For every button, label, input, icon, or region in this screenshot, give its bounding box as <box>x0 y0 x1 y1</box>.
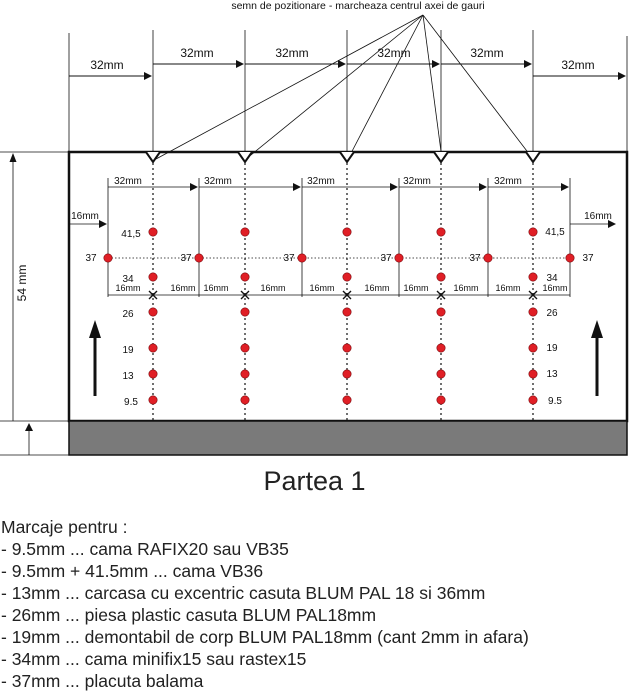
row-label: 19 <box>122 345 134 356</box>
hole <box>241 396 249 404</box>
hole <box>241 228 249 236</box>
hole <box>529 308 537 316</box>
callout-leaders <box>156 15 533 159</box>
positioning-mark <box>238 152 252 162</box>
hole <box>104 254 112 262</box>
half-dim-label: 16mm <box>542 283 568 293</box>
row-label: 37 <box>469 253 481 264</box>
row-label: 9.5 <box>124 397 138 408</box>
row-label: 19 <box>546 343 558 354</box>
row-labels-right <box>545 227 565 407</box>
hole <box>437 273 445 281</box>
positioning-mark <box>434 152 448 162</box>
hole <box>529 370 537 378</box>
inner-dimension-labels <box>71 176 612 222</box>
row-label: 13 <box>122 371 134 382</box>
hole <box>241 273 249 281</box>
hole <box>529 228 537 236</box>
legend-item: - 26mm ... piesa plastic casuta BLUM PAL18mm <box>1 605 377 625</box>
top-extension-lines <box>69 30 627 152</box>
half-dim-label: 16mm <box>495 283 521 293</box>
holes <box>104 228 574 404</box>
hole <box>343 228 351 236</box>
hole <box>149 370 157 378</box>
hole <box>343 308 351 316</box>
top-dim-label: 32mm <box>90 58 124 72</box>
inner-dim-label: 32mm <box>204 176 232 187</box>
hole <box>437 344 445 352</box>
row-label: 37 <box>380 253 392 264</box>
hole <box>241 370 249 378</box>
half-dim-label: 16mm <box>203 283 229 293</box>
half-dim-label: 16mm <box>403 283 429 293</box>
hole <box>149 344 157 352</box>
half-dim-label: 16mm <box>170 283 196 293</box>
up-arrow-left-head <box>89 320 101 338</box>
hole <box>484 254 492 262</box>
edge-dim-label-right: 16mm <box>584 211 612 222</box>
legend-item: - 37mm ... placuta balama <box>1 671 204 691</box>
inner-dim-label: 32mm <box>494 176 522 187</box>
top-dim-label: 32mm <box>180 46 214 60</box>
positioning-mark <box>340 152 354 162</box>
hole <box>437 228 445 236</box>
half-dim-label: 16mm <box>260 283 286 293</box>
row-label: 34 <box>546 273 558 284</box>
hole <box>149 228 157 236</box>
row-label: 37 <box>582 253 594 264</box>
legend-item: - 13mm ... carcasa cu excentric casuta BLUM PAL 18 si 36mm <box>1 583 486 603</box>
hole <box>529 396 537 404</box>
row-label: 26 <box>546 308 558 319</box>
row-label: 26 <box>122 309 134 320</box>
edge-dim-label-left: 16mm <box>71 211 99 222</box>
hole <box>298 254 306 262</box>
hole <box>529 273 537 281</box>
legend-item: - 9.5mm + 41.5mm ... cama VB36 <box>1 561 264 581</box>
hole <box>343 396 351 404</box>
row-label: 41,5 <box>545 227 565 238</box>
hole <box>343 370 351 378</box>
orientation-arrows <box>89 320 603 396</box>
legend-heading: Marcaje pentru : <box>1 517 128 537</box>
hole <box>149 273 157 281</box>
top-dim-label: 32mm <box>275 46 309 60</box>
page-title: Partea 1 <box>263 466 366 496</box>
top-dim-label: 32mm <box>561 58 595 72</box>
hole <box>241 308 249 316</box>
half-dim-label: 16mm <box>453 283 479 293</box>
legend-item: - 34mm ... cama minifix15 sau rastex15 <box>1 649 307 669</box>
row-label: 41,5 <box>121 229 141 240</box>
inner-dim-label: 32mm <box>114 176 142 187</box>
board-bottom-strip <box>69 421 627 455</box>
inner-dim-label: 32mm <box>403 176 431 187</box>
legend-item: - 9.5mm ... cama RAFIX20 sau VB35 <box>1 539 289 559</box>
hole <box>149 308 157 316</box>
row-label: 37 <box>180 253 192 264</box>
top-dim-label: 32mm <box>470 46 504 60</box>
up-arrow-right-head <box>591 320 603 338</box>
legend-item: - 19mm ... demontabil de corp BLUM PAL18mm (cant 2mm in afara) <box>1 627 529 647</box>
positioning-mark <box>146 152 160 162</box>
inner-dim-label: 32mm <box>307 176 335 187</box>
hole <box>149 396 157 404</box>
half-dim-label: 16mm <box>115 283 141 293</box>
top-dim-label: 32mm <box>377 46 411 60</box>
row-labels-left <box>121 229 141 408</box>
legend <box>1 516 529 692</box>
row-label: 9.5 <box>548 396 562 407</box>
hole <box>343 344 351 352</box>
hole <box>437 396 445 404</box>
hole <box>566 254 574 262</box>
row-37-labels <box>85 253 594 264</box>
height-dim-arrowhead <box>10 153 17 162</box>
hole <box>395 254 403 262</box>
half-dimension-labels <box>115 283 567 293</box>
row-label: 13 <box>546 369 558 380</box>
positioning-marks <box>146 152 540 162</box>
half-dim-label: 16mm <box>364 283 390 293</box>
row-label: 37 <box>283 253 295 264</box>
hole <box>437 308 445 316</box>
height-dimension <box>0 152 69 455</box>
callout-label: semn de pozitionare - marcheaza centrul axei de gauri <box>231 0 485 12</box>
row-label: 34 <box>122 274 134 285</box>
half-dim-label: 16mm <box>309 283 335 293</box>
top-dimension-labels <box>90 46 594 72</box>
row-label: 37 <box>85 253 97 264</box>
hole <box>529 344 537 352</box>
hole <box>437 370 445 378</box>
hole <box>343 273 351 281</box>
positioning-mark <box>526 152 540 162</box>
hole <box>195 254 203 262</box>
hole <box>241 344 249 352</box>
height-dim-label: 54 mm <box>15 264 29 302</box>
